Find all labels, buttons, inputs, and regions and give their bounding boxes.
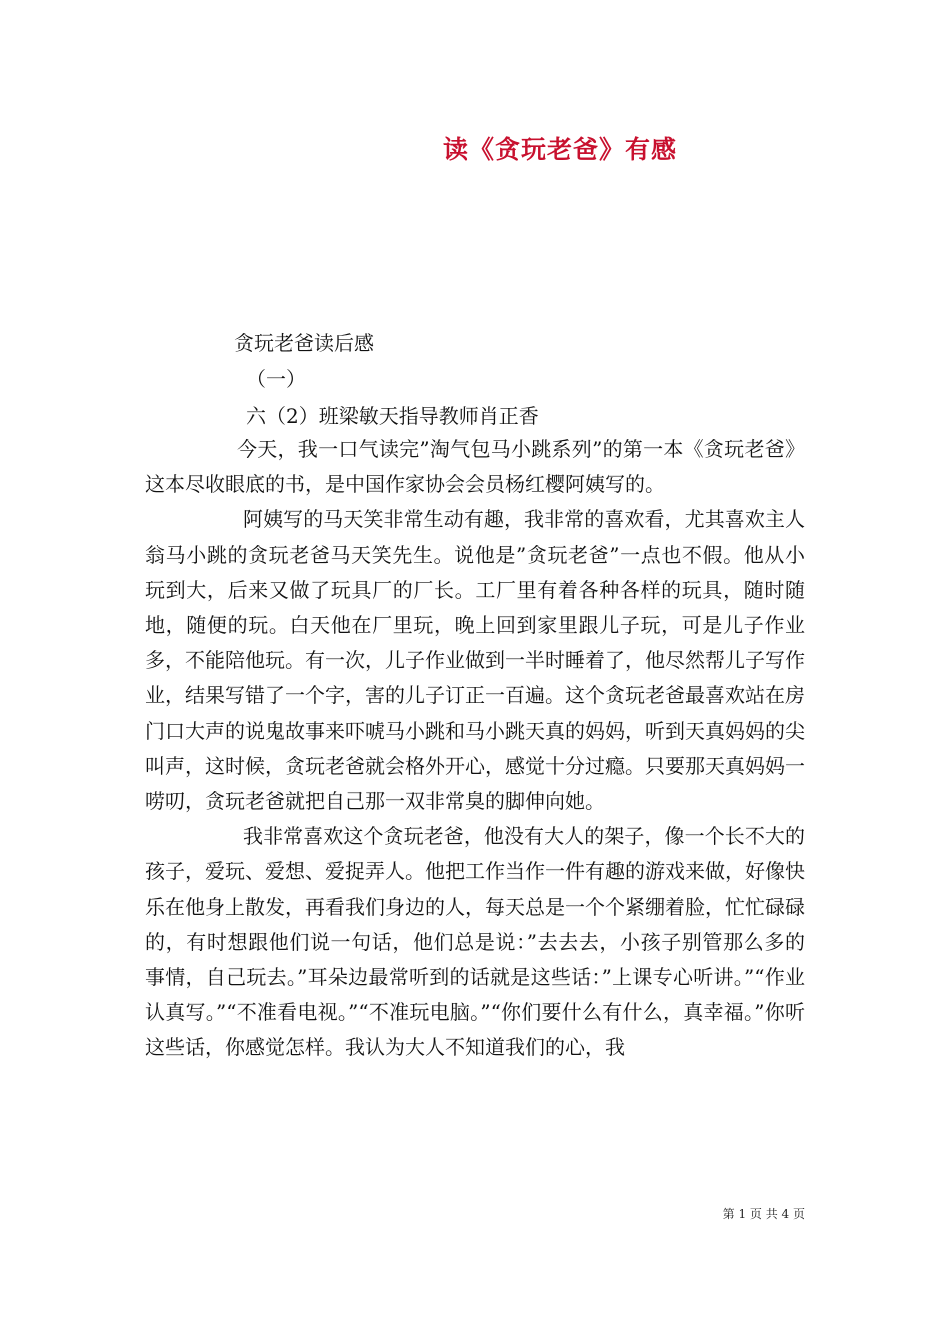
page-footer: 第 1 页 共 4 页 [722, 1207, 805, 1221]
part-label: （一） [246, 367, 306, 391]
essay-heading: 贪玩老爸读后感 [234, 331, 374, 355]
paragraph-1: 今天，我一口气读完”淘气包马小跳系列”的第一本《贪玩老爸》这本尽收眼底的书，是中国作家协会会员杨红樱阿姨写的。 [145, 437, 805, 497]
paragraph-3: 我非常喜欢这个贪玩老爸，他没有大人的架子，像一个长不大的孩子，爱玩、爱想、爱捉弄人。他把工作当作一件有趣的游戏来做，好像快乐在他身上散发，再看我们身边的人，每天总是一个个紧绷着脸，忙忙碌碌的，有时想跟他们说一句话，他们总是说：”去去去，小孩子别管那么多的事情，自己玩去。”耳朵边最常听到的话就是这些话：”上课专心听讲。”“作业认真写。”“不准看电视。”“不准玩电脑。”“你们要什么有什么，真幸福。”你听这些话，你感觉怎样。我认为大人不知道我们的心，我 [145, 824, 805, 1060]
paragraph-2: 阿姨写的马天笑非常生动有趣，我非常的喜欢看，尤其喜欢主人翁马小跳的贪玩老爸马天笑先生。说他是”贪玩老爸”一点也不假。他从小玩到大，后来又做了玩具厂的厂长。工厂里有着各种各样的玩具，随时随地，随便的玩。白天他在厂里玩，晚上回到家里跟儿子玩，可是儿子作业多，不能陪他玩。有一次，儿子作业做到一半时睡着了，他尽然帮儿子写作业，结果写错了一个字，害的儿子订正一百遍。这个贪玩老爸最喜欢站在房门口大声的说鬼故事来吓唬马小跳和马小跳天真的妈妈，听到天真妈妈的尖叫声，这时候，贪玩老爸就会格外开心，感觉十分过瘾。只要那天真妈妈一唠叨，贪玩老爸就把自己那一双非常臭的脚伸向她。 [145, 507, 805, 814]
document-title: 读《贪玩老爸》有感 [442, 135, 677, 164]
body-text [145, 432, 805, 1066]
author-line: 六（2）班梁敏天指导教师肖正香 [246, 404, 539, 428]
